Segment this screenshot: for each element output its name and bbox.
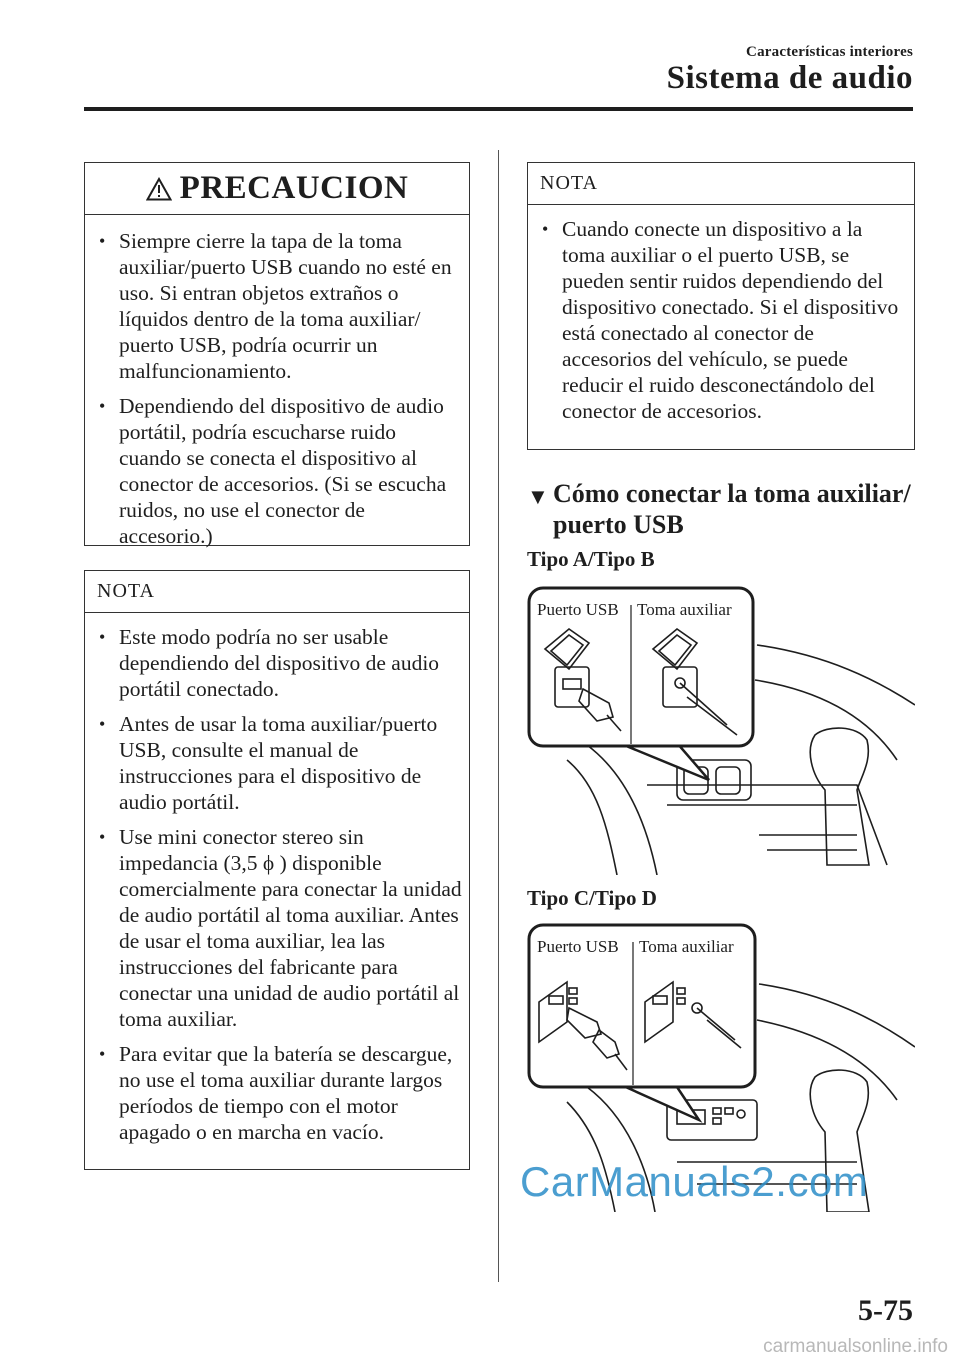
aux-jack-label: Toma auxiliar <box>637 600 732 619</box>
page-number: 5-75 <box>858 1294 913 1327</box>
aux-jack-label: Toma auxiliar <box>639 937 734 956</box>
note-list <box>85 613 469 1145</box>
note-item: • Use mini conector stereo sin impedancia (3,5 ϕ ) disponible comercialmente para conectar la unidad de audio portátil al toma auxiliar. Antes de usar el toma auxiliar, lea las instrucciones del fabricante para conectar una unidad de audio portátil al toma auxiliar. <box>85 824 463 1032</box>
section-heading: Sistema de audio <box>666 60 913 96</box>
footer-site-mark: carmanualsonline.info <box>763 1336 948 1357</box>
caution-box <box>84 162 470 546</box>
note-item: • Este modo podría no ser usable dependiendo del dispositivo de audio portátil conectado. <box>85 624 463 702</box>
caution-header <box>85 163 469 215</box>
figure-type-ab <box>527 585 915 875</box>
caution-item: • Siempre cierre la tapa de la toma auxiliar/puerto USB cuando no esté en uso. Si entran objetos extraños o líquidos dentro de la toma auxiliar/ puerto USB, podría ocurrir un malfuncionamiento. <box>85 228 461 384</box>
figure-type-label: Tipo A/Tipo B <box>527 547 655 571</box>
caution-list <box>85 215 469 549</box>
usb-port-label: Puerto USB <box>537 600 619 619</box>
note-box-left <box>84 570 470 1170</box>
note-header: NOTA <box>528 163 914 205</box>
figure-type-label: Tipo C/Tipo D <box>527 886 657 910</box>
usb-port-label: Puerto USB <box>537 937 619 956</box>
header-rule <box>84 107 913 111</box>
watermark: CarManuals2.com <box>520 1158 869 1205</box>
subsection-title-text: Cómo conectar la toma auxiliar/ puerto USB <box>553 479 911 539</box>
caution-item: • Dependiendo del dispositivo de audio portátil, podría escucharse ruido cuando se conecta el dispositivo al conector de accesorios. (Si se escucha ruidos, no use el conector de accesorio.) <box>85 393 461 549</box>
caution-title: PRECAUCION <box>179 170 409 206</box>
note-header: NOTA <box>85 571 469 613</box>
warning-triangle-icon <box>146 177 172 201</box>
subsection-title <box>527 478 927 540</box>
note-box-right <box>527 162 915 450</box>
column-divider <box>498 150 499 1282</box>
note-item: • Cuando conecte un dispositivo a la toma auxiliar o el puerto USB, se pueden sentir ruidos dependiendo del dispositivo conectado. Si el dispositivo está conectado al conector de accesorios del vehículo, se puede reducir el ruido desconectándolo del conector de accesorios. <box>528 216 908 424</box>
note-item: • Para evitar que la batería se descargue, no use el toma auxiliar durante largos períodos de tiempo con el motor apagado o en marcha en vacío. <box>85 1041 463 1145</box>
note-list <box>528 205 914 424</box>
note-item: • Antes de usar la toma auxiliar/puerto USB, consulte el manual de instrucciones para el dispositivo de audio portátil. <box>85 711 463 815</box>
chapter-title: Características interiores <box>746 44 913 60</box>
triangle-marker-icon: ▼ <box>527 484 549 509</box>
